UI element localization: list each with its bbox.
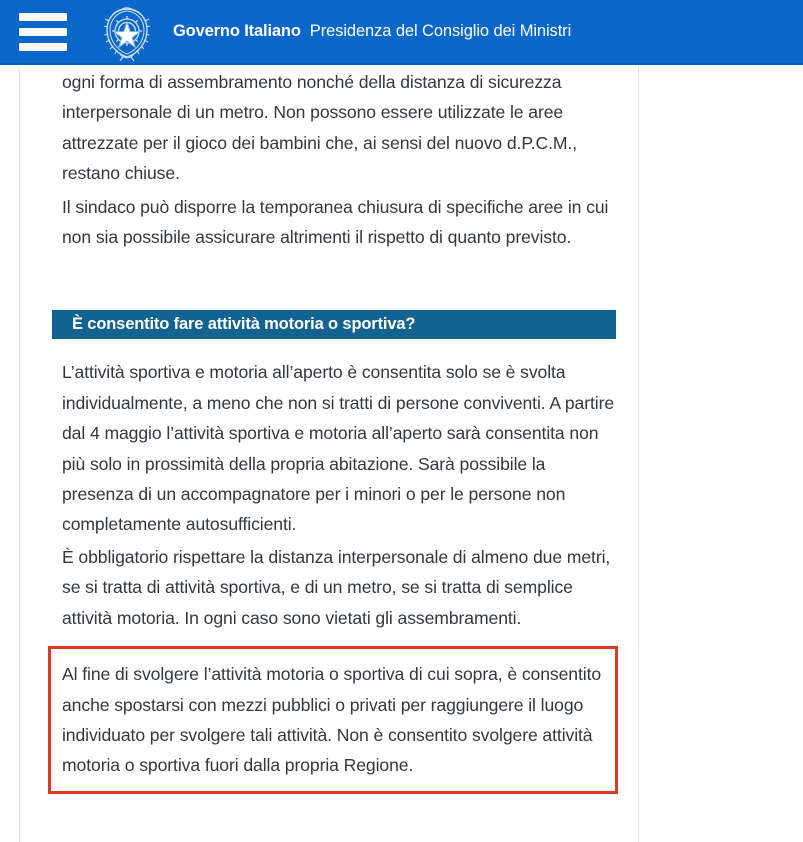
- spacer: [62, 633, 618, 646]
- hamburger-bar-bottom: [19, 43, 67, 51]
- paragraph-mayor-closure: Il sindaco può disporre la temporanea chiusura di specifiche aree in cui non sia possibile assicurare altrimenti il rispetto di quanto previsto.: [62, 196, 609, 248]
- section-heading-bar: [52, 310, 616, 339]
- italian-republic-emblem-icon[interactable]: [100, 3, 154, 61]
- content-divider-left: [19, 67, 20, 842]
- paragraph-highlighted-travel: Al fine di svolgere l’attività motoria o sportiva di cui sopra, è consentito anche spostarsi con mezzi pubblici o privati per raggiungere il luogo individuato per svolgere tali attività. Non è consentito svolgere attività motoria o sportiva fuori dalla propria Regione.: [62, 664, 602, 776]
- hamburger-menu-icon[interactable]: [19, 13, 67, 51]
- hamburger-bar-top: [19, 13, 67, 21]
- brand-secondary-label: Presidenza del Consiglio dei Ministri: [309, 22, 572, 40]
- section-heading-label: È consentito fare attività motoria o sportiva?: [72, 315, 416, 334]
- article-content: [62, 67, 618, 794]
- page-body: [0, 67, 803, 842]
- highlighted-annotation-box: [48, 646, 618, 794]
- paragraph-continuation: ogni forma di assembramento nonché della distanza di sicurezza interpersonale di un metro. Non possono essere utilizzate le aree attrezzate per il gioco dei bambini che, ai sensi del nuovo d.P.C.M., restano chiuse.: [62, 72, 578, 184]
- site-header: [0, 0, 803, 65]
- spacer: [62, 252, 618, 310]
- hamburger-bar-middle: [19, 28, 67, 36]
- brand-primary-label: Governo Italiano: [173, 22, 301, 40]
- content-divider-right: [638, 67, 639, 842]
- paragraph-distance-rules: È obbligatorio rispettare la distanza interpersonale di almeno due metri, se si tratta di attività sportiva, e di un metro, se si tratta di semplice attività motoria. In ogni caso sono vietati gli assembramenti.: [62, 546, 611, 628]
- brand[interactable]: [173, 22, 571, 41]
- spacer: [62, 339, 618, 357]
- paragraph-outdoor-activity: L’attività sportiva e motoria all’aperto è consentita solo se è svolta individualmente, a meno che non si tratti di persone conviventi. A partire dal 4 maggio l’attività sportiva e motoria all’aperto sarà consentita non più solo in prossimità della propria abitazione. Sarà possibile la presenza di un accompagnatore per i minori o per le persone non completamente autosufficienti.: [62, 362, 615, 535]
